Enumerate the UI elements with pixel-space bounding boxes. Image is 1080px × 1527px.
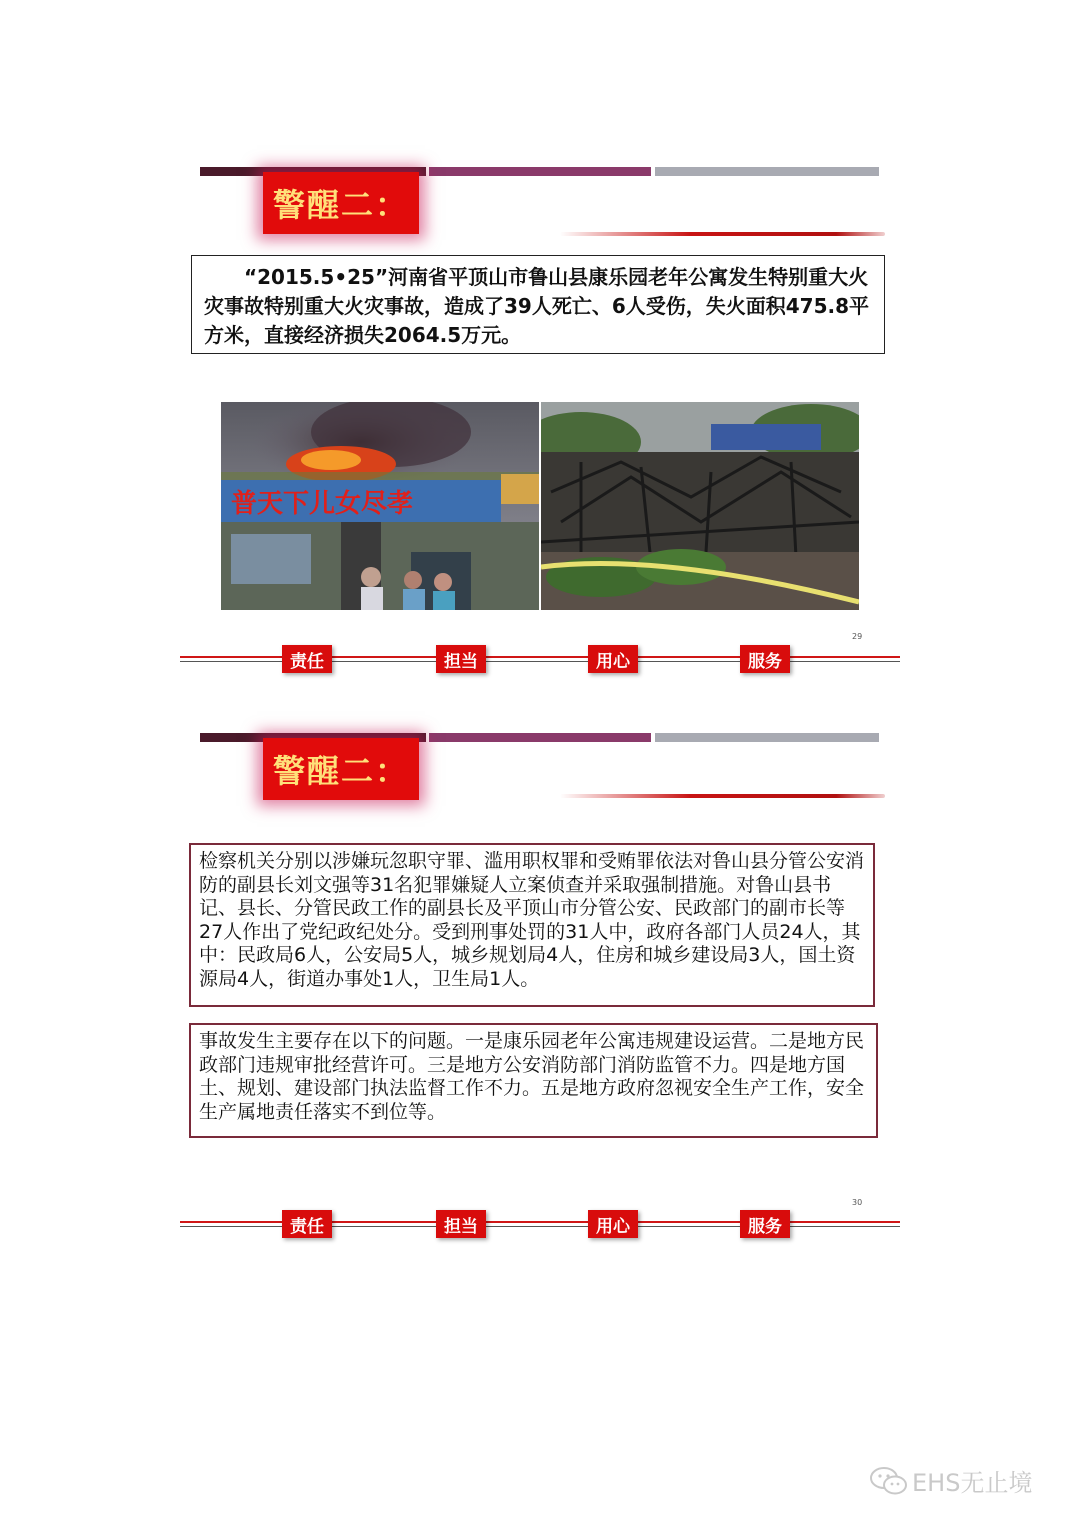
title-underline-brush bbox=[560, 794, 885, 798]
slide-title: 警醒二： bbox=[272, 186, 409, 224]
slide-title-badge bbox=[263, 738, 419, 800]
prosecution-box bbox=[189, 843, 875, 1007]
fire-scene-photo bbox=[221, 402, 539, 610]
ruins-photo bbox=[541, 402, 859, 610]
footer-label-service: 服务 bbox=[740, 1210, 790, 1238]
signboard-text: 普天下儿女尽孝 bbox=[231, 489, 414, 519]
problems-text: 事故发生主要存在以下的问题。一是康乐园老年公寓违规建设运营。二是地方民政部门违规审批经营许可。三是地方公安消防部门消防监管不力。四是地方国土、规划、建设部门执法监督工作不力。五是地方政府忽视安全生产工作，安全生产属地责任落实不到位等。 bbox=[199, 1030, 865, 1123]
watermark bbox=[870, 1463, 1032, 1498]
footer-label-commitment: 担当 bbox=[436, 1210, 486, 1238]
footer-label-commitment: 担当 bbox=[436, 645, 486, 673]
header-bar-gray bbox=[655, 733, 879, 742]
header-bar-gray bbox=[655, 167, 879, 176]
header-bar-mid bbox=[429, 733, 651, 742]
header-bar-mid bbox=[429, 167, 651, 176]
problems-box bbox=[189, 1023, 878, 1138]
footer-label-responsibility: 责任 bbox=[282, 645, 332, 673]
watermark-text: EHS无止境 bbox=[912, 1469, 1033, 1497]
slide-title-badge bbox=[263, 172, 419, 234]
title-underline-brush bbox=[560, 232, 885, 236]
wechat-icon bbox=[870, 1466, 908, 1496]
page-number: 29 bbox=[852, 632, 863, 641]
footer-label-service: 服务 bbox=[740, 645, 790, 673]
prosecution-text: 检察机关分别以涉嫌玩忽职守罪、滥用职权罪和受贿罪依法对鲁山县分管公安消防的副县长刘文强等31名犯罪嫌疑人立案侦查并采取强制措施。对鲁山县书记、县长、分管民政工作的副县长及平顶山市分管公安、民政部门的副市长等27人作出了党纪政纪处分。受到刑事处罚的31人中，政府各部门人员24人，其中：民政局6人，公安局5人，城乡规划局4人，住房和城乡建设局3人，国土资源局4人，街道办事处1人，卫生局1人。 bbox=[199, 850, 865, 990]
incident-summary-text: “2015.5•25”河南省平顶山市鲁山县康乐园老年公寓发生特别重大火灾事故特别重大火灾事故，造成了39人死亡、6人受伤，失火面积475.8平方米，直接经济损失2064.5万元。 bbox=[204, 265, 870, 347]
slide-title: 警醒二： bbox=[272, 752, 409, 790]
footer-label-responsibility: 责任 bbox=[282, 1210, 332, 1238]
footer-label-dedication: 用心 bbox=[588, 645, 638, 673]
page-number: 30 bbox=[852, 1198, 863, 1207]
incident-summary-box bbox=[191, 255, 885, 354]
footer-label-dedication: 用心 bbox=[588, 1210, 638, 1238]
